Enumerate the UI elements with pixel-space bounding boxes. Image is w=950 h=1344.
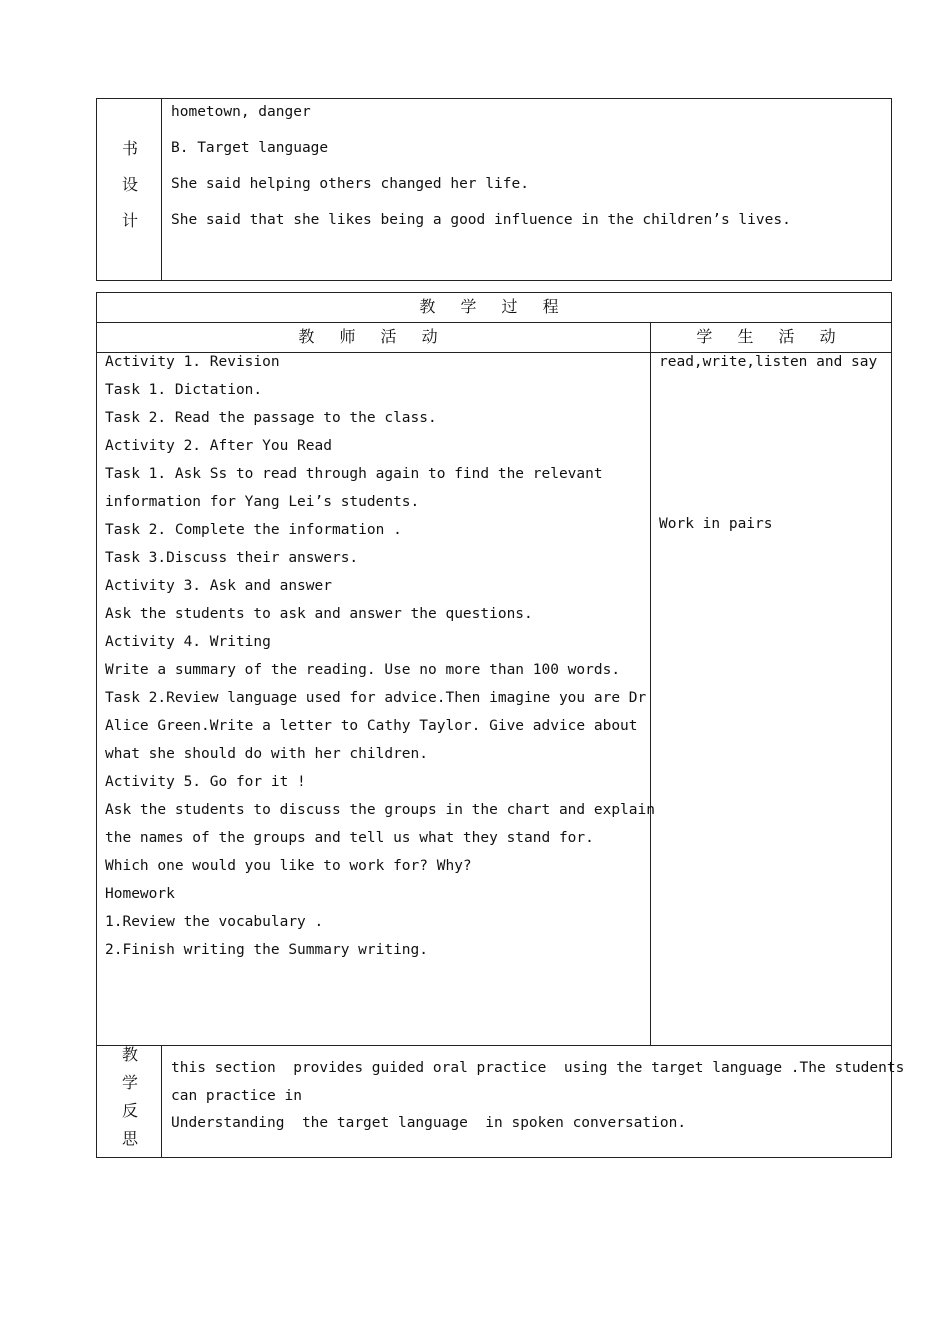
teacher-line: Homework (105, 886, 175, 902)
teacher-line: the names of the groups and tell us what they stand for. (105, 830, 594, 846)
side-char: 学 (121, 1073, 138, 1092)
side-char: 教 (121, 1045, 138, 1064)
design-line: She said helping others changed her life. (171, 176, 529, 192)
teacher-line: Task 2.Review language used for advice.Then imagine you are Dr (105, 690, 647, 706)
design-line: She said that she likes being a good influence in the children’s lives. (171, 212, 791, 228)
side-char: 反 (121, 1101, 138, 1120)
student-line: Work in pairs (659, 516, 773, 532)
teacher-line: Activity 2. After You Read (105, 438, 332, 454)
teacher-activity-header: 教 师 活 动 (298, 327, 448, 346)
design-side-label (112, 136, 148, 244)
teacher-line: Ask the students to discuss the groups in the chart and explain (105, 802, 655, 818)
teacher-line: Task 3.Discuss their answers. (105, 550, 359, 566)
teacher-line: what she should do with her children. (105, 746, 429, 762)
reflection-line: can practice in (171, 1088, 302, 1104)
teacher-line: Activity 4. Writing (105, 634, 271, 650)
teacher-line: Alice Green.Write a letter to Cathy Taylor. Give advice about (105, 718, 638, 734)
teacher-line: Activity 1. Revision (105, 354, 280, 370)
teacher-line: Activity 5. Go for it ! (105, 774, 306, 790)
teacher-line: Write a summary of the reading. Use no more than 100 words. (105, 662, 621, 678)
teacher-line: Task 2. Complete the information . (105, 522, 402, 538)
teacher-line: Which one would you like to work for? Why? (105, 858, 472, 874)
side-char: 计 (121, 211, 138, 230)
teacher-line: 1.Review the vocabulary . (105, 914, 324, 930)
teacher-line: Task 2. Read the passage to the class. (105, 410, 437, 426)
teacher-line: 2.Finish writing the Summary writing. (105, 942, 429, 958)
side-char: 书 (121, 139, 138, 158)
side-char: 思 (121, 1129, 138, 1148)
design-line: B. Target language (171, 140, 329, 156)
design-divider (161, 98, 162, 281)
process-title: 教 学 过 程 (419, 297, 569, 316)
design-line: hometown, danger (171, 104, 311, 120)
reflection-line: this section provides guided oral practice using the target language .The students (171, 1060, 905, 1076)
teacher-line: Activity 3. Ask and answer (105, 578, 332, 594)
teacher-line: Task 1. Dictation. (105, 382, 263, 398)
student-activity-header: 学 生 活 动 (696, 327, 846, 346)
teacher-line: Task 1. Ask Ss to read through again to find the relevant (105, 466, 603, 482)
reflection-line: Understanding the target language in spoken conversation. (171, 1115, 687, 1131)
reflection-side-label (112, 1042, 148, 1154)
teacher-line: Ask the students to ask and answer the questions. (105, 606, 533, 622)
student-line: read,write,listen and say (659, 354, 878, 370)
teacher-line: information for Yang Lei’s students. (105, 494, 420, 510)
reflection-divider (161, 1045, 162, 1158)
side-char: 设 (121, 175, 138, 194)
process-column-divider (650, 322, 651, 1046)
